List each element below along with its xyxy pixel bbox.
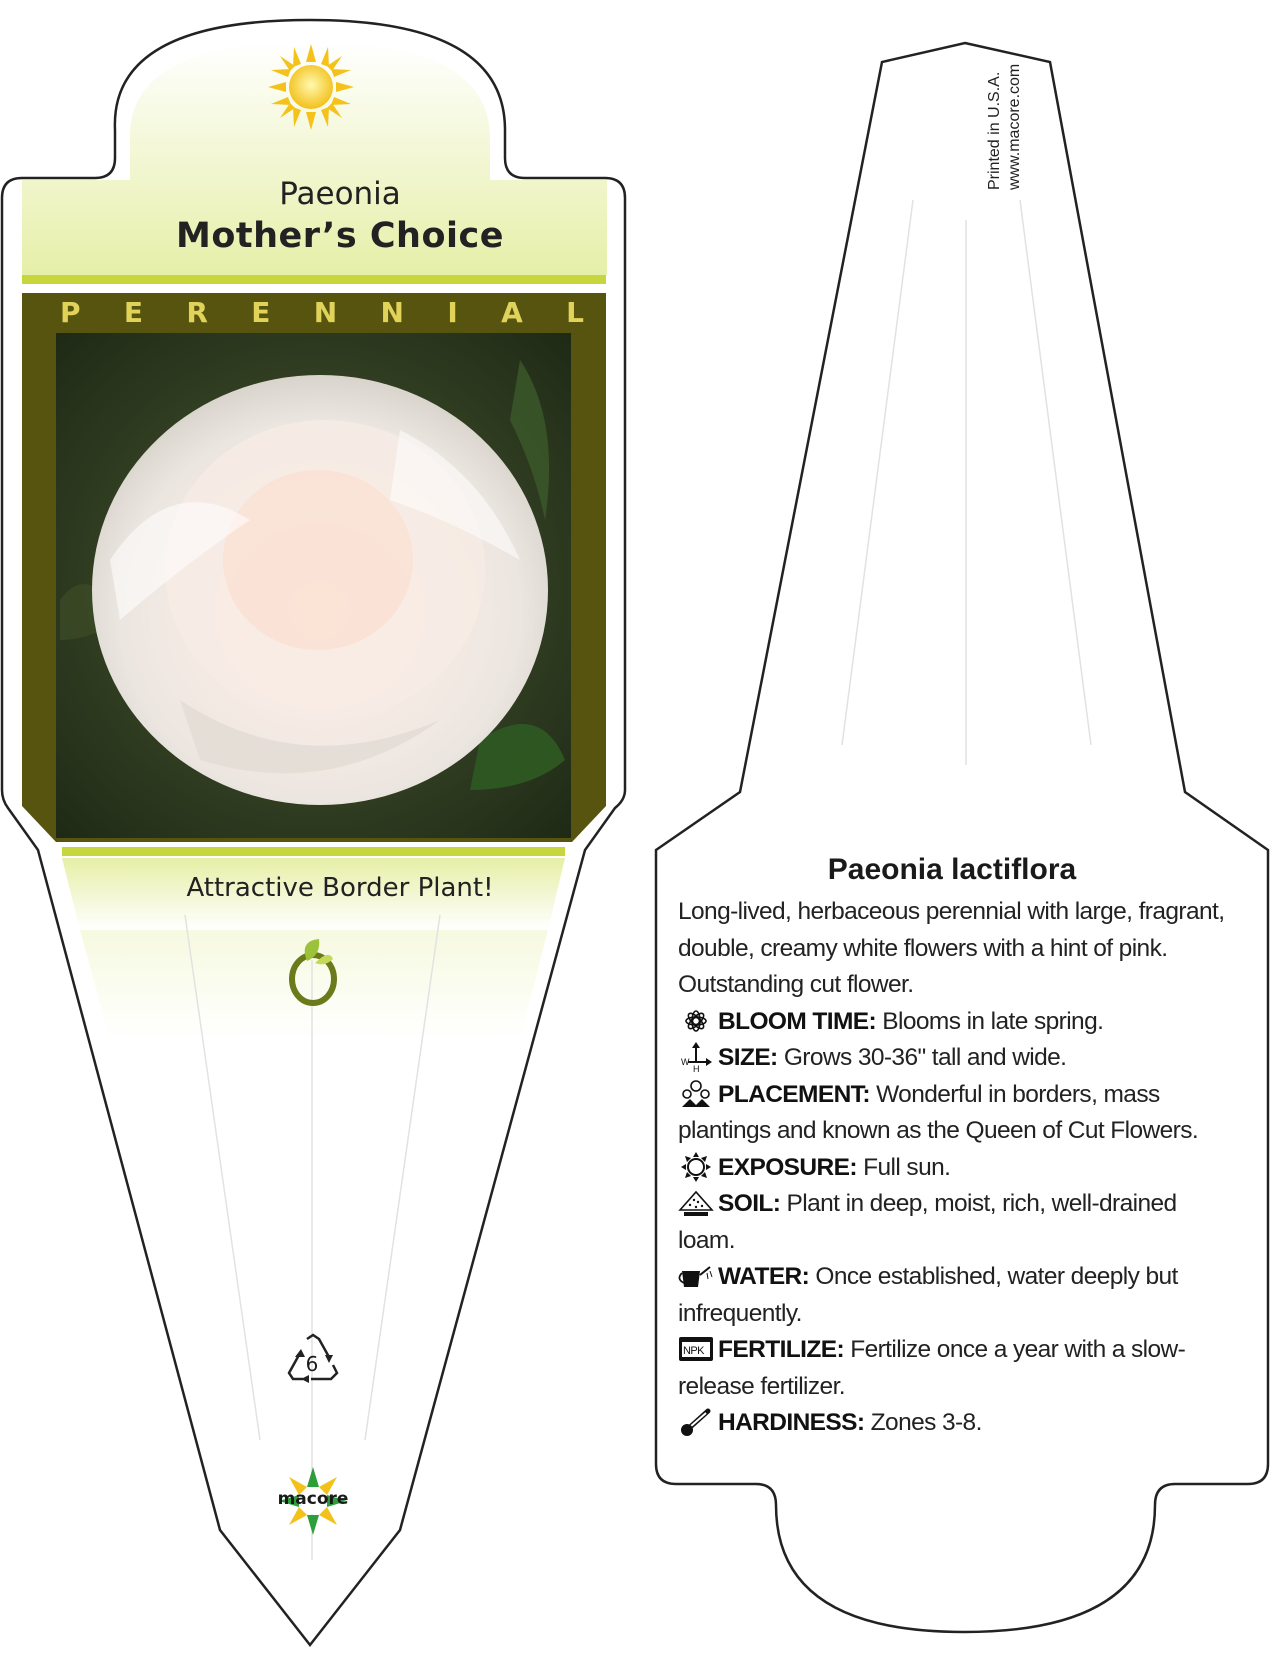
size-icon [678, 1042, 714, 1072]
attribute-text: Full sun. [856, 1153, 951, 1181]
category-letter: L [566, 296, 584, 329]
attribute-label: BLOOM TIME: [718, 1007, 877, 1035]
attribute-label: SIZE: [718, 1044, 778, 1071]
category-letter: P [60, 296, 81, 329]
attribute-text: Wonderful in borders, mass plantings and known as the Queen of Cut Flowers. [678, 1080, 1199, 1144]
attribute-row [678, 1150, 1238, 1187]
category-letter: I [447, 296, 458, 329]
category-letter: R [186, 296, 208, 329]
watering-can-icon [678, 1261, 714, 1291]
attribute-row [678, 1259, 1238, 1332]
brand-name: macore [277, 1489, 349, 1509]
printed-note [985, 40, 1025, 190]
attribute-row [678, 1186, 1238, 1259]
placement-icon [678, 1079, 714, 1109]
attribute-text: Plant in deep, moist, rich, well-drained loam. [678, 1190, 1177, 1254]
recycle-number: 6 [305, 1352, 319, 1376]
attribute-label: PLACEMENT: [718, 1080, 870, 1108]
category-letter: N [313, 296, 338, 329]
thermometer-icon [678, 1407, 714, 1437]
front-tagline: Attractive Border Plant! [186, 873, 494, 903]
attribute-text: Fertilize once a year with a slow-release fertilizer. [678, 1336, 1186, 1400]
attribute-label: FERTILIZE: [718, 1336, 845, 1363]
category-letter: E [251, 296, 271, 329]
soil-icon [678, 1188, 714, 1218]
sun-outline-icon [678, 1152, 714, 1182]
attribute-text: Blooms in late spring. [876, 1007, 1104, 1035]
npk-label: NPK [683, 1345, 704, 1357]
attribute-text: Grows 30-36" tall and wide. [777, 1044, 1067, 1071]
attribute-row [678, 1004, 1238, 1041]
category-letter: A [501, 296, 523, 329]
category-letter: E [123, 296, 144, 329]
attribute-text: Zones 3-8. [864, 1409, 982, 1436]
plant-description: Long-lived, herbaceous perennial with large, fragrant, double, creamy white flowers with a hint of pink. Outstanding cut flower. [678, 898, 1225, 998]
attribute-label: WATER: [718, 1263, 810, 1290]
attribute-label: SOIL: [718, 1190, 781, 1217]
size-icon-h: H [693, 1064, 699, 1072]
back-heading: Paeonia lactiflora [827, 853, 1077, 886]
back-body [678, 894, 1238, 1442]
attribute-row [678, 1077, 1238, 1150]
attribute-label: EXPOSURE: [718, 1153, 857, 1181]
printed-country: Printed in U.S.A. [986, 71, 1003, 190]
category-letter: N [380, 296, 404, 329]
attribute-text: Once established, water deeply but infrequently. [678, 1263, 1178, 1327]
flower-icon [678, 1006, 714, 1036]
front-cultivar-name: Mother’s Choice [176, 216, 504, 256]
attribute-row [678, 1405, 1238, 1442]
npk-icon [678, 1334, 714, 1364]
attribute-row [678, 1332, 1238, 1405]
size-icon-w: W [681, 1057, 689, 1067]
printed-website: www.macore.com [1006, 63, 1023, 190]
attribute-label: HARDINESS: [718, 1409, 865, 1436]
attribute-row [678, 1040, 1238, 1077]
front-genus: Paeonia [279, 176, 401, 212]
